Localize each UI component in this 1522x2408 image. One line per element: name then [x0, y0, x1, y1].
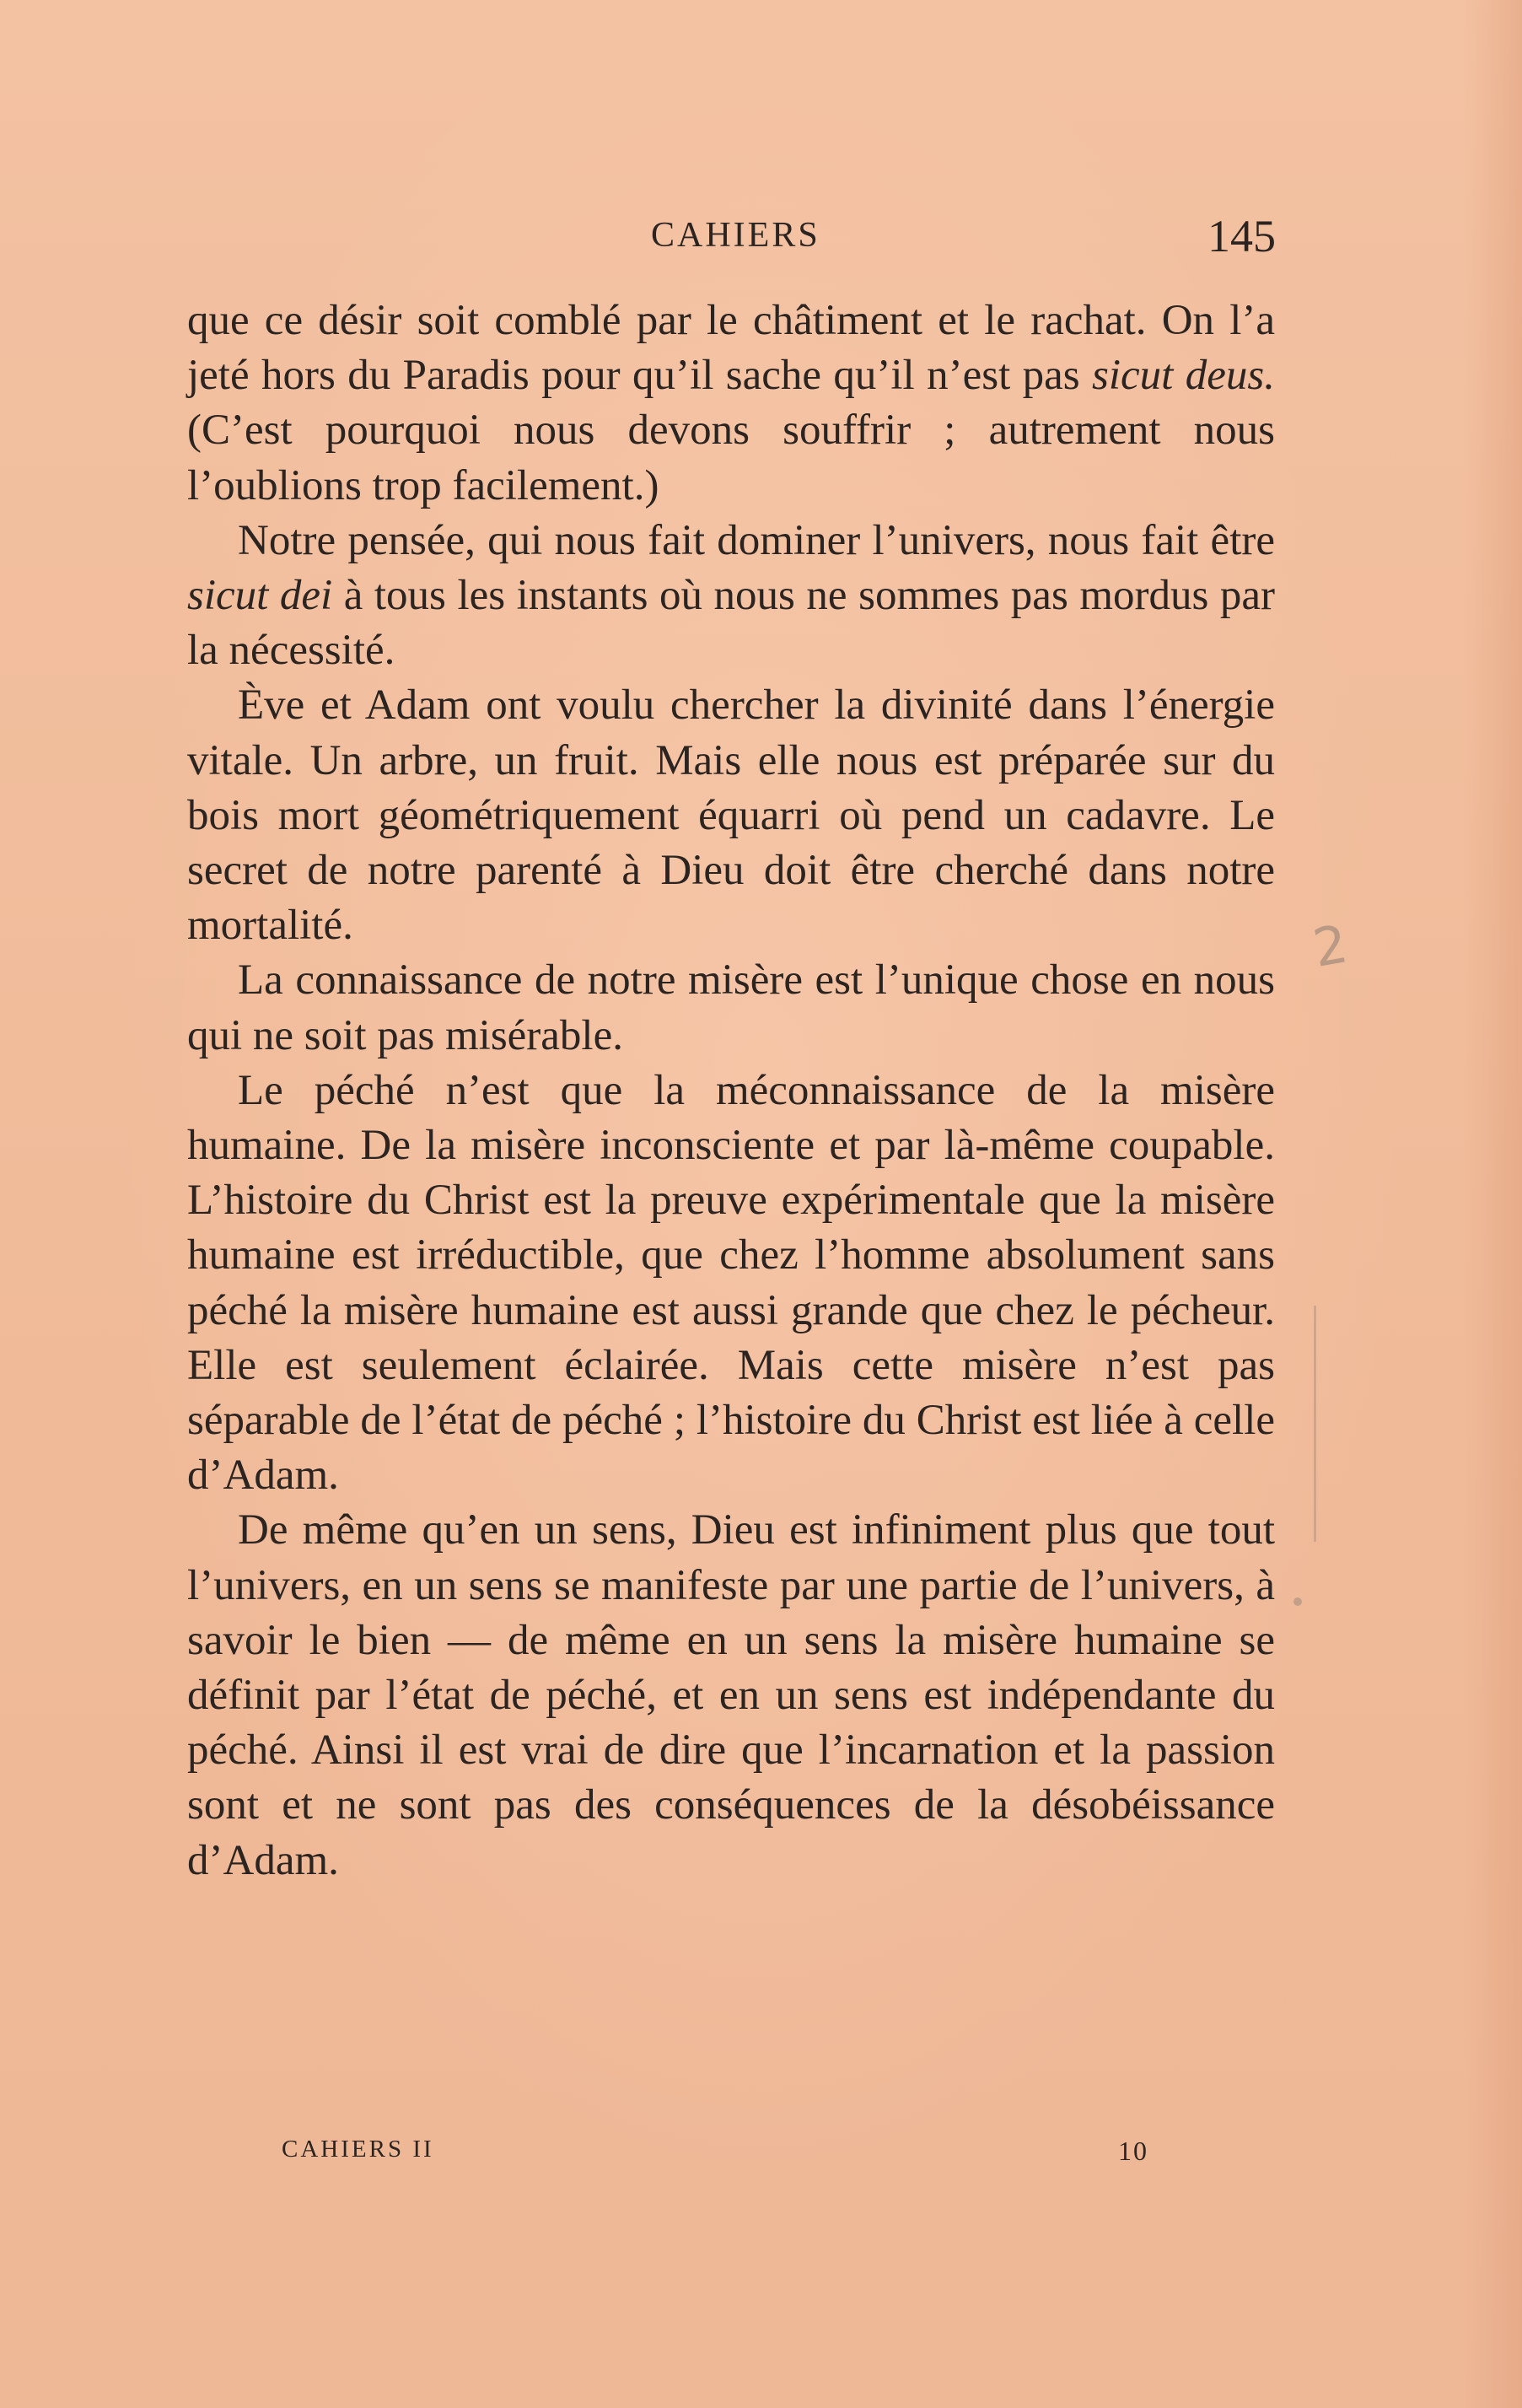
page-edge-shadow [1463, 0, 1522, 2408]
text-run: Ève et Adam ont voulu chercher la divinité dans l’énergie vitale. Un arbre, un fruit. Mais elle nous est préparée sur du bois mort géométriquement équarri où pend un cadavre. Le secret de notre parenté à Dieu doit être cherché dans notre mortalité. [187, 681, 1275, 950]
signature-number: 10 [1118, 2136, 1148, 2166]
page-header [0, 211, 1522, 274]
paragraph [187, 1064, 1275, 1504]
paragraph [187, 514, 1275, 679]
paragraph [187, 1503, 1275, 1888]
text-run: à tous les instants où nous ne sommes pas mordus par la nécessité. [187, 572, 1275, 675]
body-text [187, 294, 1275, 1888]
paragraph [187, 678, 1275, 953]
italic-latin-phrase: sicut dei [187, 572, 333, 620]
paragraph [187, 953, 1275, 1063]
paragraph [187, 294, 1275, 514]
text-run: que ce désir soit comblé par le châtiment et le rachat. On l’a jeté hors du Paradis pour qu’il sache qu’il n’est pas [187, 297, 1275, 400]
text-run: (C’est pourquoi nous devons souffrir ; autrement nous l’oublions trop facilement.) [187, 407, 1275, 509]
text-run: Le péché n’est que la méconnaissance de la misère humaine. De la misère inconsciente et par là-même coupable. L’histoire du Christ est la preuve expérimentale que la misère humaine est irréductible, que chez l’homme absolument sans péché la misère humaine est aussi grande que chez le pécheur. Elle est seulement éclairée. Mais cette misère n’est pas séparable de l’état de péché ; l’histoire du Christ est liée à celle d’Adam. [187, 1066, 1275, 1500]
signature-mark: CAHIERS II [282, 2136, 434, 2163]
italic-latin-phrase: sicut deus. [1092, 352, 1275, 400]
page-footer [0, 2136, 1522, 2178]
pencil-margin-mark: 2 [1308, 913, 1353, 979]
running-title: CAHIERS [651, 216, 820, 255]
text-run: La connaissance de notre misère est l’unique chose en nous qui ne soit pas misérable. [187, 956, 1275, 1059]
pencil-margin-line [1314, 1306, 1316, 1542]
pencil-margin-dot [1293, 1597, 1302, 1606]
page-number: 145 [1207, 211, 1276, 261]
text-run: De même qu’en un sens, Dieu est infiniment plus que tout l’univers, en un sens se manifeste par une partie de l’univers, à savoir le bien — de même en un sens la misère humaine se définit par l’état de péché, et en un sens est indépendante du péché. Ainsi il est vrai de dire que l’incarnation et la passion sont et ne sont pas des conséquences de la désobéissance d’Adam. [187, 1506, 1275, 1884]
text-run: Notre pensée, qui nous fait dominer l’univers, nous fait être [238, 516, 1275, 564]
